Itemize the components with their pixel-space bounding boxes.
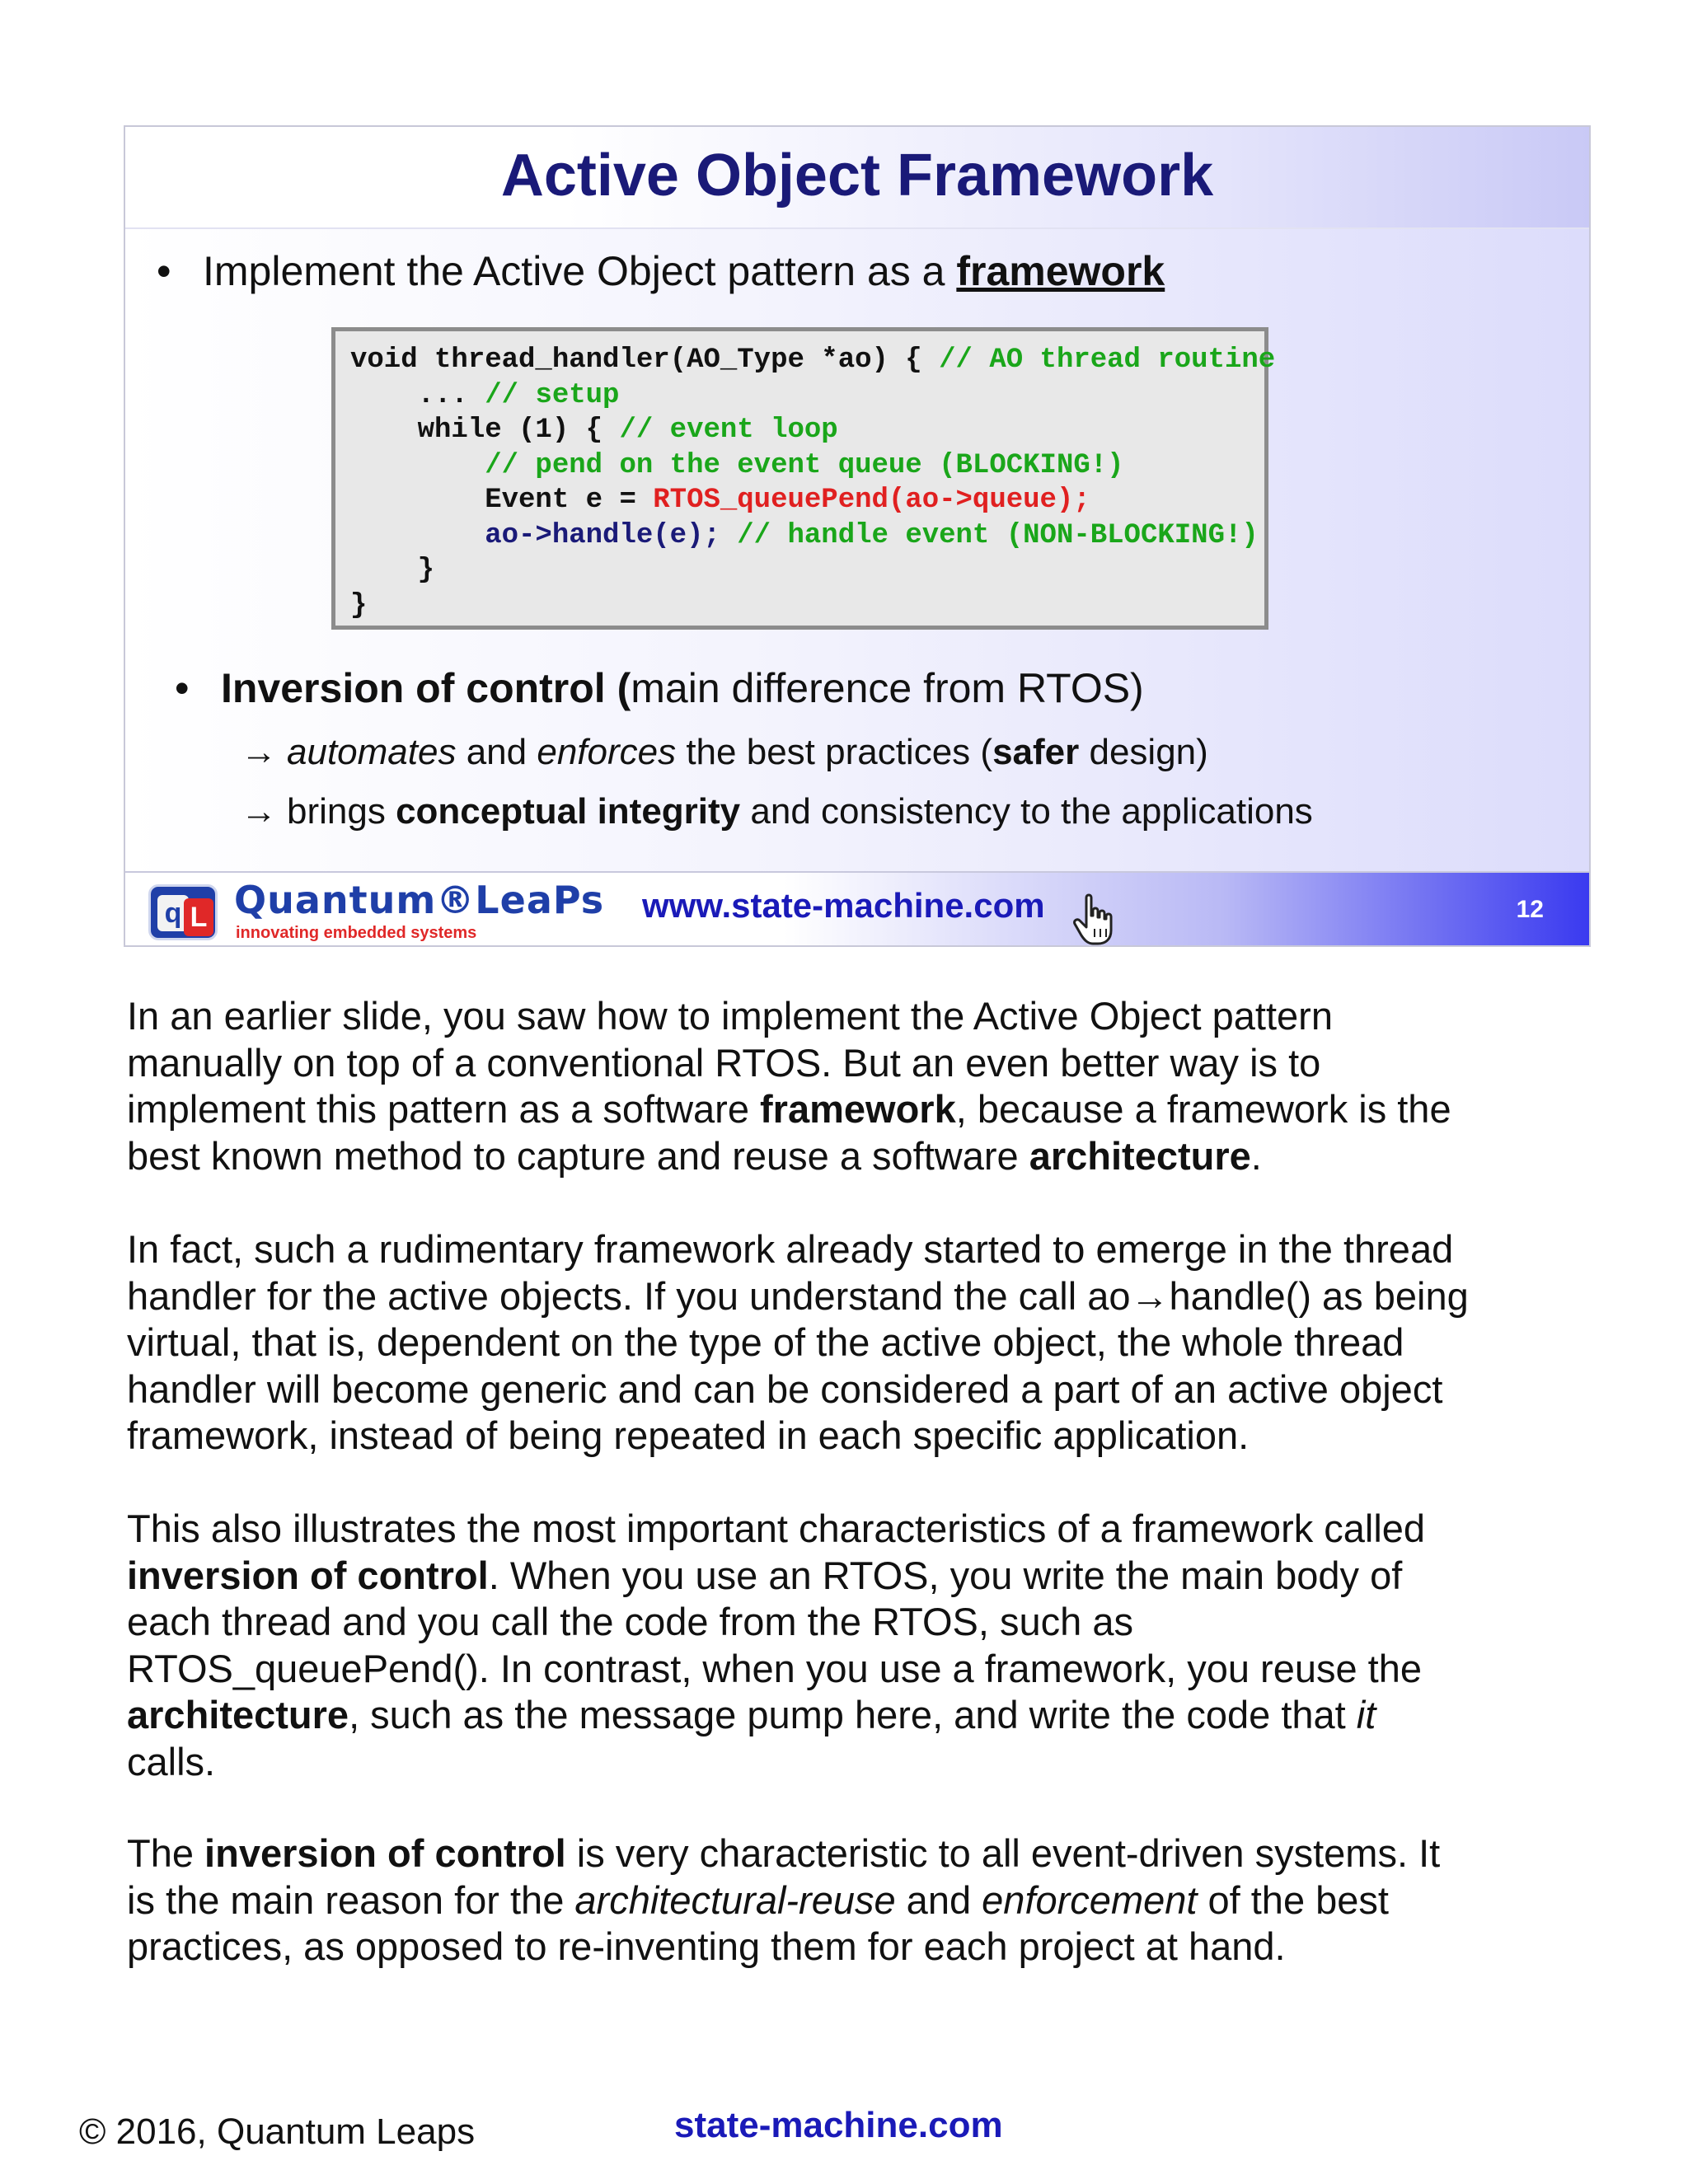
- text: is very characteristic to all event-driven systems. It: [565, 1831, 1441, 1875]
- text-line: RTOS_queuePend(). In contrast, when you use a framework, you reuse the: [127, 1646, 1423, 1690]
- code-comment: // AO thread routine: [939, 344, 1276, 376]
- bold-text: inversion of control: [204, 1831, 566, 1875]
- code-line: [350, 518, 1264, 554]
- italic-text: architectural-reuse: [574, 1877, 896, 1922]
- text: The: [127, 1831, 205, 1875]
- text: , such as the message pump here, and write the code that: [349, 1693, 1357, 1736]
- bullet-marker: •: [157, 248, 171, 294]
- logo-l: L: [184, 898, 213, 936]
- code-line: [350, 413, 1264, 448]
- text: is the main reason for the: [127, 1877, 575, 1922]
- bullet-text: Implement the Active Object pattern as a: [203, 248, 957, 294]
- paragraph-3: [127, 1506, 1578, 1785]
- text-line: [127, 1133, 1578, 1180]
- text-line: handler for the active objects. If you understand the call ao→handle() as being: [127, 1273, 1469, 1318]
- bold-text: inversion of control: [127, 1553, 489, 1597]
- code-line: }: [350, 555, 435, 586]
- italic-text: enforcement: [982, 1877, 1198, 1922]
- text-line: This also illustrates the most important characteristics of a framework called: [127, 1507, 1426, 1550]
- slide-bullet-framework: [157, 247, 1165, 295]
- text: the best practices (: [676, 732, 993, 772]
- code-line: // pend on the event queue (BLOCKING!): [350, 449, 1124, 481]
- code-text: void thread_handler(AO_Type *ao) {: [350, 344, 940, 376]
- slide-bullet-inversion: [175, 664, 1144, 712]
- code-line: [350, 343, 1276, 378]
- text-line: virtual, that is, dependent on the type of the active object, the whole thread: [127, 1320, 1404, 1364]
- slide-image: [124, 125, 1591, 947]
- text-line: each thread and you call the code from the RTOS, such as: [127, 1600, 1133, 1643]
- slide-subpoint-integrity: [241, 791, 1313, 832]
- slide-subpoint-automates: [241, 732, 1208, 773]
- arrow-icon: →: [241, 791, 277, 832]
- text: and consistency to the applications: [740, 791, 1313, 832]
- bold-text: architecture: [127, 1693, 349, 1736]
- text-line: [127, 1692, 1578, 1739]
- bold-text: framework: [760, 1087, 956, 1131]
- code-text: ...: [350, 379, 485, 411]
- code-line: [350, 483, 1264, 518]
- text: design): [1079, 732, 1208, 772]
- quantum-leaps-logo-icon: [148, 884, 218, 940]
- bullet-emphasis: framework: [956, 248, 1165, 294]
- footer-url-link[interactable]: state-machine.com: [674, 2105, 1003, 2145]
- text-line: In an earlier slide, you saw how to implement the Active Object pattern: [127, 994, 1333, 1038]
- slide-title-bar: [125, 127, 1589, 229]
- slide-page-number: 12: [1516, 896, 1544, 923]
- code-comment: // handle event (NON-BLOCKING!): [737, 519, 1259, 551]
- text-line: [127, 1830, 1578, 1877]
- bullet-bold: Inversion of control (: [221, 665, 631, 711]
- bullet-marker: •: [175, 665, 190, 711]
- code-text: ao->handle(e);: [350, 519, 738, 551]
- bold-text: architecture: [1029, 1133, 1251, 1178]
- text: and: [895, 1877, 982, 1922]
- code-comment: // event loop: [619, 415, 838, 446]
- italic-text: it: [1356, 1693, 1376, 1736]
- text: .: [1250, 1133, 1262, 1178]
- text: and: [456, 732, 537, 772]
- text: . When you use an RTOS, you write the main body of: [488, 1553, 1403, 1597]
- bold-text: safer: [992, 732, 1080, 772]
- code-highlight: RTOS_queuePend(ao->queue);: [653, 485, 1090, 516]
- text-line: handler will become generic and can be considered a part of an active object: [127, 1366, 1443, 1411]
- italic-text: automates: [287, 732, 457, 772]
- code-block: [331, 327, 1276, 630]
- paragraph-1: [127, 993, 1578, 1179]
- brand-tagline: innovating embedded systems: [236, 924, 477, 942]
- bold-text: conceptual integrity: [396, 791, 741, 832]
- text-line: [127, 1553, 1578, 1600]
- hand-pointer-icon: [1071, 893, 1124, 947]
- arrow-icon: →: [241, 732, 277, 772]
- text: brings: [287, 791, 396, 832]
- code-text: Event e =: [350, 485, 654, 516]
- text-line: calls.: [127, 1739, 216, 1783]
- code-line: }: [350, 589, 368, 621]
- copyright-notice: © 2016, Quantum Leaps: [79, 2111, 476, 2152]
- bullet-text: main difference from RTOS): [631, 665, 1144, 711]
- italic-text: enforces: [537, 732, 677, 772]
- code-text: while (1) {: [350, 415, 620, 446]
- text-line: [127, 1877, 1578, 1924]
- text-line: practices, as opposed to re-inventing them for each project at hand.: [127, 1924, 1286, 1968]
- paragraph-2: [127, 1226, 1578, 1460]
- slide-footer: [125, 871, 1589, 947]
- code-line: [350, 378, 1264, 414]
- code-comment: // setup: [485, 379, 620, 411]
- text-line: In fact, such a rudimentary framework already started to emerge in the thread: [127, 1227, 1454, 1271]
- logo-q: q: [157, 895, 189, 931]
- text: , because a framework is the: [955, 1087, 1451, 1131]
- brand-name: Quantum®LeaPs: [234, 878, 605, 922]
- text: implement this pattern as a software: [127, 1087, 761, 1131]
- text-line: manually on top of a conventional RTOS. But an even better way is to: [127, 1040, 1321, 1085]
- text-line: [127, 1086, 1578, 1133]
- slide-title: Active Object Framework: [500, 143, 1214, 209]
- text: best known method to capture and reuse a software: [127, 1133, 1029, 1178]
- slide-url-link[interactable]: www.state-machine.com: [642, 886, 1045, 925]
- text-line: framework, instead of being repeated in each specific application.: [127, 1413, 1250, 1457]
- paragraph-4: [127, 1830, 1578, 1971]
- text: of the best: [1197, 1877, 1389, 1922]
